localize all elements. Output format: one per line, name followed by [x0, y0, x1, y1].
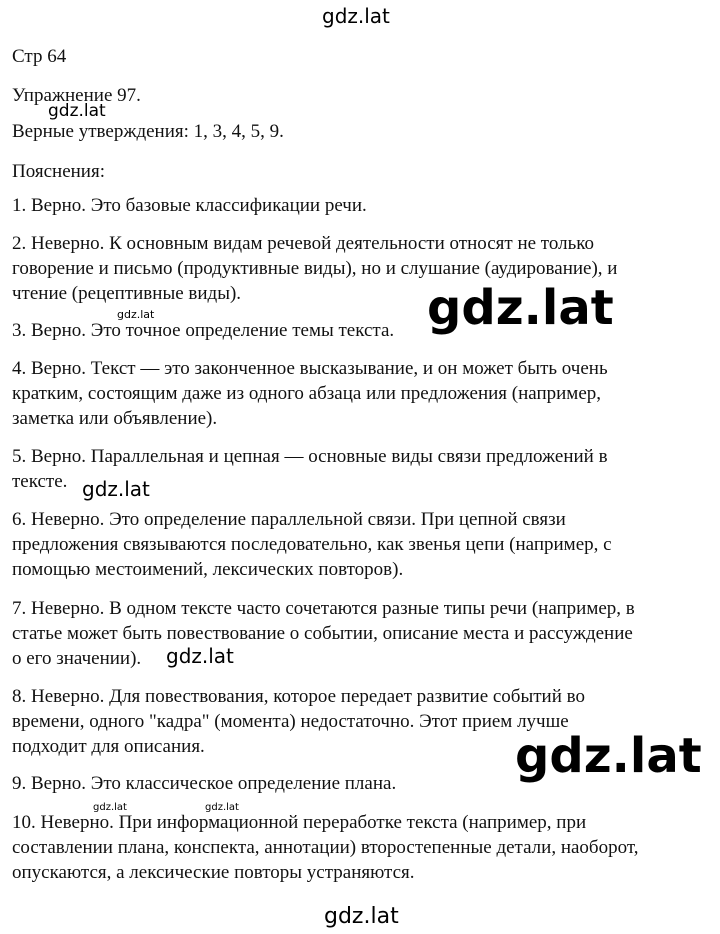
explanation-item-6 [12, 507, 712, 582]
watermark: gdz.lat [205, 802, 239, 813]
watermark-large: gdz.lat [427, 280, 614, 336]
item-line: кратким, состоящим даже из одного абзаца или предложения (например, [12, 383, 602, 404]
item-line: о его значении). [12, 648, 142, 669]
watermark: gdz.lat [82, 477, 150, 501]
item-line: 8. Неверно. Для повествования, которое передает развитие событий во [12, 686, 585, 707]
explanation-item-4 [12, 356, 712, 431]
item-line: статье может быть повествование о событии, описание места и рассуждение [12, 623, 633, 644]
item-line: составлении плана, конспекта, аннотации) второстепенные детали, наоборот, [12, 837, 639, 858]
item-line: помощью местоимений, лексических повторов). [12, 559, 404, 580]
item-line: 5. Верно. Параллельная и цепная — основные виды связи предложений в [12, 446, 608, 467]
explanation-item-1 [12, 193, 712, 218]
watermark: gdz.lat [48, 101, 106, 121]
item-line: чтение (рецептивные виды). [12, 283, 242, 304]
item-line: 6. Неверно. Это определение параллельной связи. При цепной связи [12, 509, 566, 530]
exercise-title: Упражнение 97. [12, 85, 141, 106]
item-line: подходит для описания. [12, 736, 205, 757]
page-number: Стр 64 [12, 46, 67, 67]
item-line: 4. Верно. Текст — это законченное высказывание, и он может быть очень [12, 358, 608, 379]
item-line: 7. Неверно. В одном тексте часто сочетаются разные типы речи (например, в [12, 598, 635, 619]
item-line: 9. Верно. Это классическое определение плана. [12, 773, 397, 794]
item-line: заметка или объявление). [12, 408, 218, 429]
answer-line: Верные утверждения: 1, 3, 4, 5, 9. [12, 121, 284, 142]
item-line: говорение и письмо (продуктивные виды), но и слушание (аудирование), и [12, 258, 618, 279]
watermark: gdz.lat [166, 644, 234, 668]
watermark-bottom: gdz.lat [324, 904, 399, 929]
item-line: тексте. [12, 471, 68, 492]
explanations-heading: Пояснения: [12, 161, 105, 182]
item-line: предложения связываются последовательно, как звенья цепи (например, с [12, 534, 612, 555]
item-line: времени, одного "кадра" (момента) недостаточно. Этот прием лучше [12, 711, 569, 732]
item-line: 3. Верно. Это точное определение темы текста. [12, 320, 395, 341]
watermark: gdz.lat [93, 802, 127, 813]
watermark-top: gdz.lat [322, 4, 390, 28]
item-line: опускаются, а лексические повторы устраняются. [12, 862, 415, 883]
watermark: gdz.lat [117, 308, 155, 321]
explanation-item-10 [12, 810, 712, 885]
item-line: 2. Неверно. К основным видам речевой деятельности относят не только [12, 233, 595, 254]
watermark-large: gdz.lat [515, 728, 702, 784]
item-line: 1. Верно. Это базовые классификации речи. [12, 195, 367, 216]
explanation-item-7 [12, 596, 712, 671]
item-line: 10. Неверно. При информационной переработке текста (например, при [12, 812, 587, 833]
